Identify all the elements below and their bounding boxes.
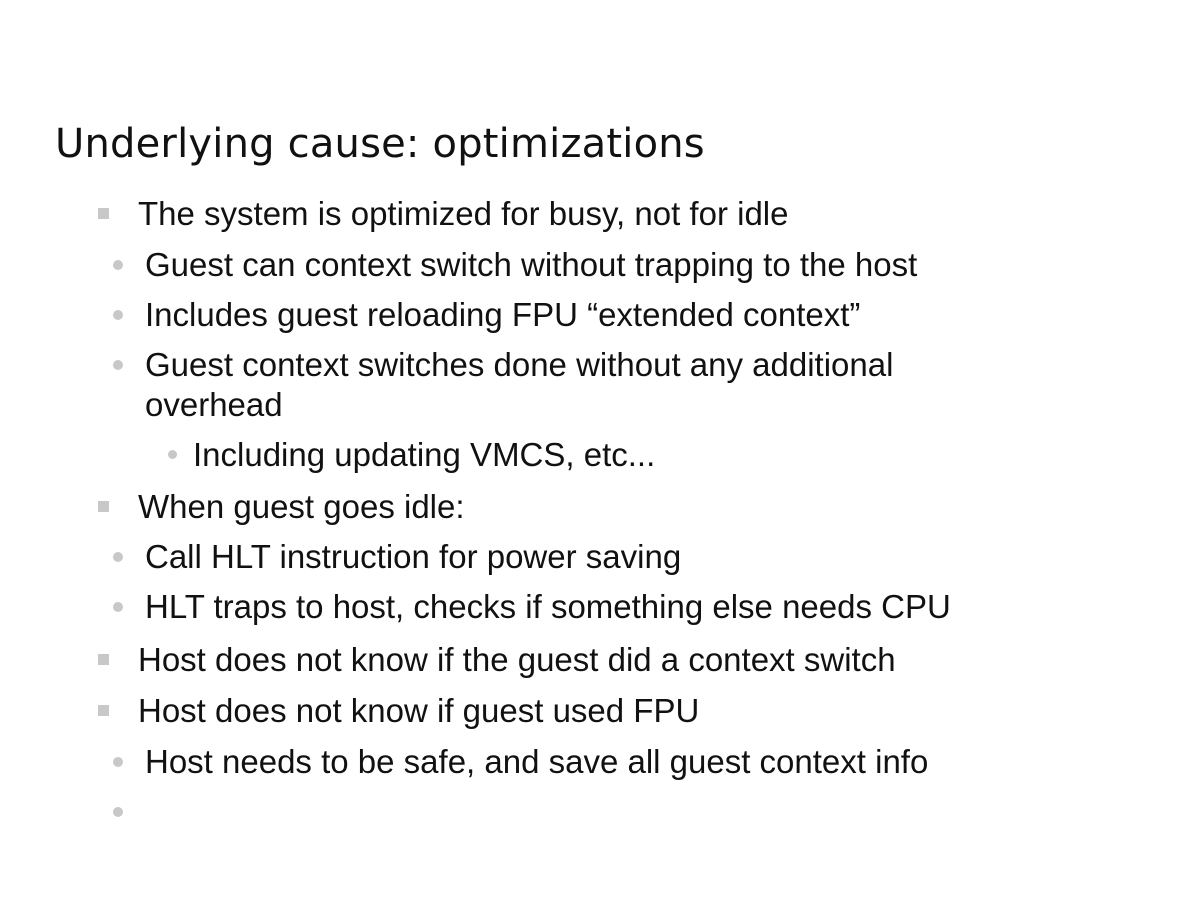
- bullet-text: Including updating VMCS, etc...: [193, 436, 656, 473]
- bullet-text: Host needs to be safe, and save all guest context info: [145, 743, 929, 780]
- dot-bullet-icon: [113, 360, 123, 370]
- square-bullet-icon: [98, 705, 109, 716]
- bullet-text: Host does not know if the guest did a context switch: [138, 641, 896, 678]
- dot-bullet-icon: [113, 310, 123, 320]
- bullet-text: When guest goes idle:: [138, 488, 465, 525]
- bullet-text: Guest can context switch without trapping to the host: [145, 246, 918, 283]
- dot-bullet-icon: [113, 260, 123, 270]
- bullet-text: Host does not know if guest used FPU: [138, 692, 700, 729]
- square-bullet-icon: [98, 208, 109, 219]
- bullet-text: HLT traps to host, checks if something else needs CPU: [145, 588, 951, 625]
- dot-bullet-icon: [113, 757, 123, 767]
- dot-bullet-icon: [113, 807, 123, 817]
- square-bullet-icon: [98, 654, 109, 665]
- bullet-text-continuation: overhead: [145, 386, 283, 423]
- dot-bullet-icon: [113, 602, 123, 612]
- bullet-text: Call HLT instruction for power saving: [145, 538, 682, 575]
- bullet-text: Guest context switches done without any additional: [145, 346, 894, 383]
- slide-title: Underlying cause: optimizations: [55, 121, 705, 167]
- bullet-text: The system is optimized for busy, not for idle: [138, 195, 789, 232]
- bullet-text: Includes guest reloading FPU “extended context”: [145, 296, 861, 333]
- dot-bullet-icon: [168, 450, 177, 459]
- dot-bullet-icon: [113, 552, 123, 562]
- square-bullet-icon: [98, 501, 109, 512]
